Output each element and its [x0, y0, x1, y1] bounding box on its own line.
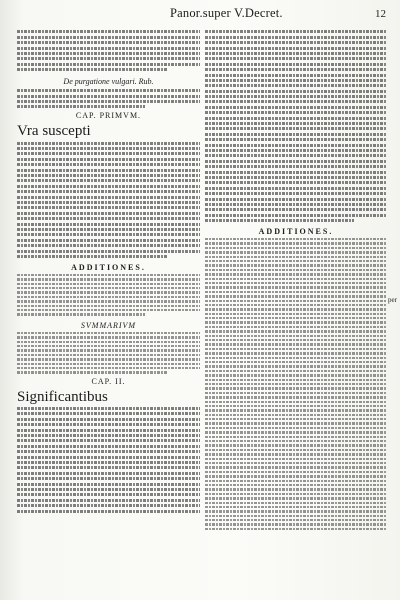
text-line [205, 84, 387, 87]
text-line [17, 466, 200, 469]
right-column [205, 28, 387, 592]
text-line [205, 219, 354, 222]
text-line [205, 30, 387, 33]
text-line [17, 296, 200, 298]
text-line [205, 187, 387, 190]
text-line [205, 176, 387, 179]
text-line [205, 370, 387, 372]
text-line [205, 95, 387, 98]
section-subtitle: De purgatione vulgari. Rub. [63, 77, 154, 87]
text-line [205, 171, 387, 174]
text-line [17, 358, 200, 360]
text-line [17, 228, 200, 231]
text-line [205, 214, 387, 217]
text-line [17, 105, 145, 108]
text-line [205, 238, 387, 240]
chapter-opening [17, 123, 200, 139]
text-line [205, 192, 387, 195]
text-line [17, 472, 200, 475]
text-line [205, 348, 387, 350]
text-line [17, 313, 145, 315]
text-line [17, 244, 200, 247]
text-line [17, 429, 200, 432]
text-line [17, 283, 200, 285]
text-line [17, 41, 200, 44]
text-line [17, 206, 200, 209]
text-line [205, 436, 387, 438]
text-line [205, 127, 387, 130]
chapter-heading: CAP. II. [91, 376, 126, 386]
text-line [205, 462, 387, 464]
text-line [17, 36, 200, 39]
text-line [205, 506, 387, 508]
text-line [205, 519, 387, 521]
text-line [17, 190, 200, 193]
text-line [17, 332, 200, 334]
text-line [205, 36, 387, 39]
text-line [205, 300, 387, 302]
text-line [17, 212, 200, 215]
text-line [17, 169, 200, 172]
text-line [17, 371, 167, 373]
text-line [205, 160, 387, 163]
text-line [205, 409, 387, 411]
text-line [17, 300, 200, 302]
text-line [17, 418, 200, 421]
text-line [205, 449, 387, 451]
text-line [17, 274, 200, 276]
text-line [205, 251, 387, 253]
running-head: Panor.super V.Decret. [170, 6, 283, 20]
text-line [205, 523, 387, 525]
text-line [205, 242, 387, 244]
additiones-heading: ADDITIONES. [258, 227, 334, 237]
text-line [205, 313, 387, 315]
text-line [17, 179, 200, 182]
text-line [205, 515, 387, 517]
text-line [17, 201, 200, 204]
text-line [17, 278, 200, 280]
text-line [205, 418, 387, 420]
text-line [205, 106, 387, 109]
text-line [205, 392, 387, 394]
text-line [205, 286, 387, 288]
text-line [205, 68, 387, 71]
text-line [17, 510, 200, 513]
text-line [205, 480, 387, 482]
text-line [17, 423, 200, 426]
text-line [205, 374, 387, 376]
text-line [205, 278, 387, 280]
text-line [17, 450, 200, 453]
left-column [17, 28, 200, 592]
text-line [205, 295, 387, 297]
text-line [205, 502, 387, 504]
text-line [17, 95, 200, 98]
text-line [205, 330, 387, 332]
text-line [205, 431, 387, 433]
text-line [17, 217, 200, 220]
folio-number: 12 [375, 8, 386, 20]
text-line [205, 317, 387, 319]
text-line [205, 291, 387, 293]
text-line [205, 133, 387, 136]
text-line [17, 407, 200, 410]
text-line [205, 47, 387, 50]
text-line [205, 203, 387, 206]
text-line [17, 504, 200, 507]
text-line [205, 387, 387, 389]
text-line [205, 440, 387, 442]
text-line [17, 461, 200, 464]
text-line [17, 439, 200, 442]
text-line [205, 321, 387, 323]
text-line [17, 100, 200, 103]
text-line [17, 163, 200, 166]
chapter-opening [17, 389, 200, 405]
text-line [205, 117, 387, 120]
text-line [205, 422, 387, 424]
text-line [205, 111, 387, 114]
text-line [205, 488, 387, 490]
text-line [17, 483, 200, 486]
text-line [205, 154, 387, 157]
text-line [17, 412, 200, 415]
text-line [205, 357, 387, 359]
text-line [205, 379, 387, 381]
text-line [205, 100, 387, 103]
text-line [205, 260, 387, 262]
text-line [17, 185, 200, 188]
text-line [205, 326, 387, 328]
text-line [205, 247, 387, 249]
text-line [205, 339, 387, 341]
text-line [205, 122, 387, 125]
text-line [17, 147, 200, 150]
text-line [17, 68, 167, 71]
text-line [205, 343, 387, 345]
text-line [205, 41, 387, 44]
text-line [17, 309, 200, 311]
text-line [205, 352, 387, 354]
text-line [17, 456, 200, 459]
text-line [205, 510, 387, 512]
text-line [17, 305, 200, 307]
summarium-heading: SVMMARIVM [80, 320, 137, 330]
text-line [205, 273, 387, 275]
text-line [17, 89, 200, 92]
text-line [205, 405, 387, 407]
text-line [205, 282, 387, 284]
text-line [17, 142, 200, 145]
text-line [17, 223, 200, 226]
text-line [17, 354, 200, 356]
page-header [0, 6, 400, 24]
chapter-opening-text: Vra suscepti [17, 123, 91, 140]
chapter-heading: CAP. PRIMVM. [75, 111, 142, 121]
text-line [17, 233, 200, 236]
chapter-opening-text: Significantibus [17, 388, 108, 405]
text-line [205, 149, 387, 152]
text-line [17, 255, 167, 258]
text-line [17, 336, 200, 338]
text-line [205, 444, 387, 446]
text-line [205, 335, 387, 337]
text-line [17, 488, 200, 491]
catchword: per [388, 296, 397, 304]
text-line [17, 152, 200, 155]
text-line [205, 264, 387, 266]
text-line [205, 396, 387, 398]
text-line [17, 52, 200, 55]
text-line [17, 345, 200, 347]
text-line [17, 196, 200, 199]
text-line [205, 453, 387, 455]
text-line [17, 287, 200, 289]
text-line [205, 414, 387, 416]
text-line [205, 493, 387, 495]
text-line [205, 528, 387, 530]
text-line [205, 138, 387, 141]
text-line [17, 30, 200, 33]
text-line [205, 308, 387, 310]
text-line [17, 57, 200, 60]
text-line [17, 499, 200, 502]
text-line [17, 434, 200, 437]
additiones-heading: ADDITIONES. [71, 262, 146, 272]
text-line [205, 471, 387, 473]
text-line [205, 181, 387, 184]
text-line [205, 466, 387, 468]
text-line [205, 90, 387, 93]
text-line [17, 174, 200, 177]
text-line [205, 458, 387, 460]
text-line [205, 484, 387, 486]
text-line [17, 47, 200, 50]
text-line [205, 198, 387, 201]
text-line [205, 79, 387, 82]
text-line [205, 269, 387, 271]
text-line [205, 383, 387, 385]
text-line [17, 363, 200, 365]
text-line [205, 74, 387, 77]
text-line [205, 52, 387, 55]
text-line [17, 63, 200, 66]
text-line [205, 208, 387, 211]
text-line [205, 63, 387, 66]
text-line [17, 493, 200, 496]
text-line [205, 497, 387, 499]
text-line [17, 349, 200, 351]
text-line [205, 144, 387, 147]
text-line [17, 445, 200, 448]
text-line [205, 361, 387, 363]
text-line [205, 365, 387, 367]
text-line [17, 239, 200, 242]
text-line [17, 477, 200, 480]
text-line [17, 158, 200, 161]
text-line [205, 57, 387, 60]
text-line [17, 250, 200, 253]
text-line [205, 165, 387, 168]
text-line [205, 304, 387, 306]
text-line [205, 401, 387, 403]
text-line [17, 341, 200, 343]
text-line [205, 475, 387, 477]
text-line [17, 291, 200, 293]
text-line [17, 367, 200, 369]
text-line [205, 256, 387, 258]
text-line [205, 427, 387, 429]
